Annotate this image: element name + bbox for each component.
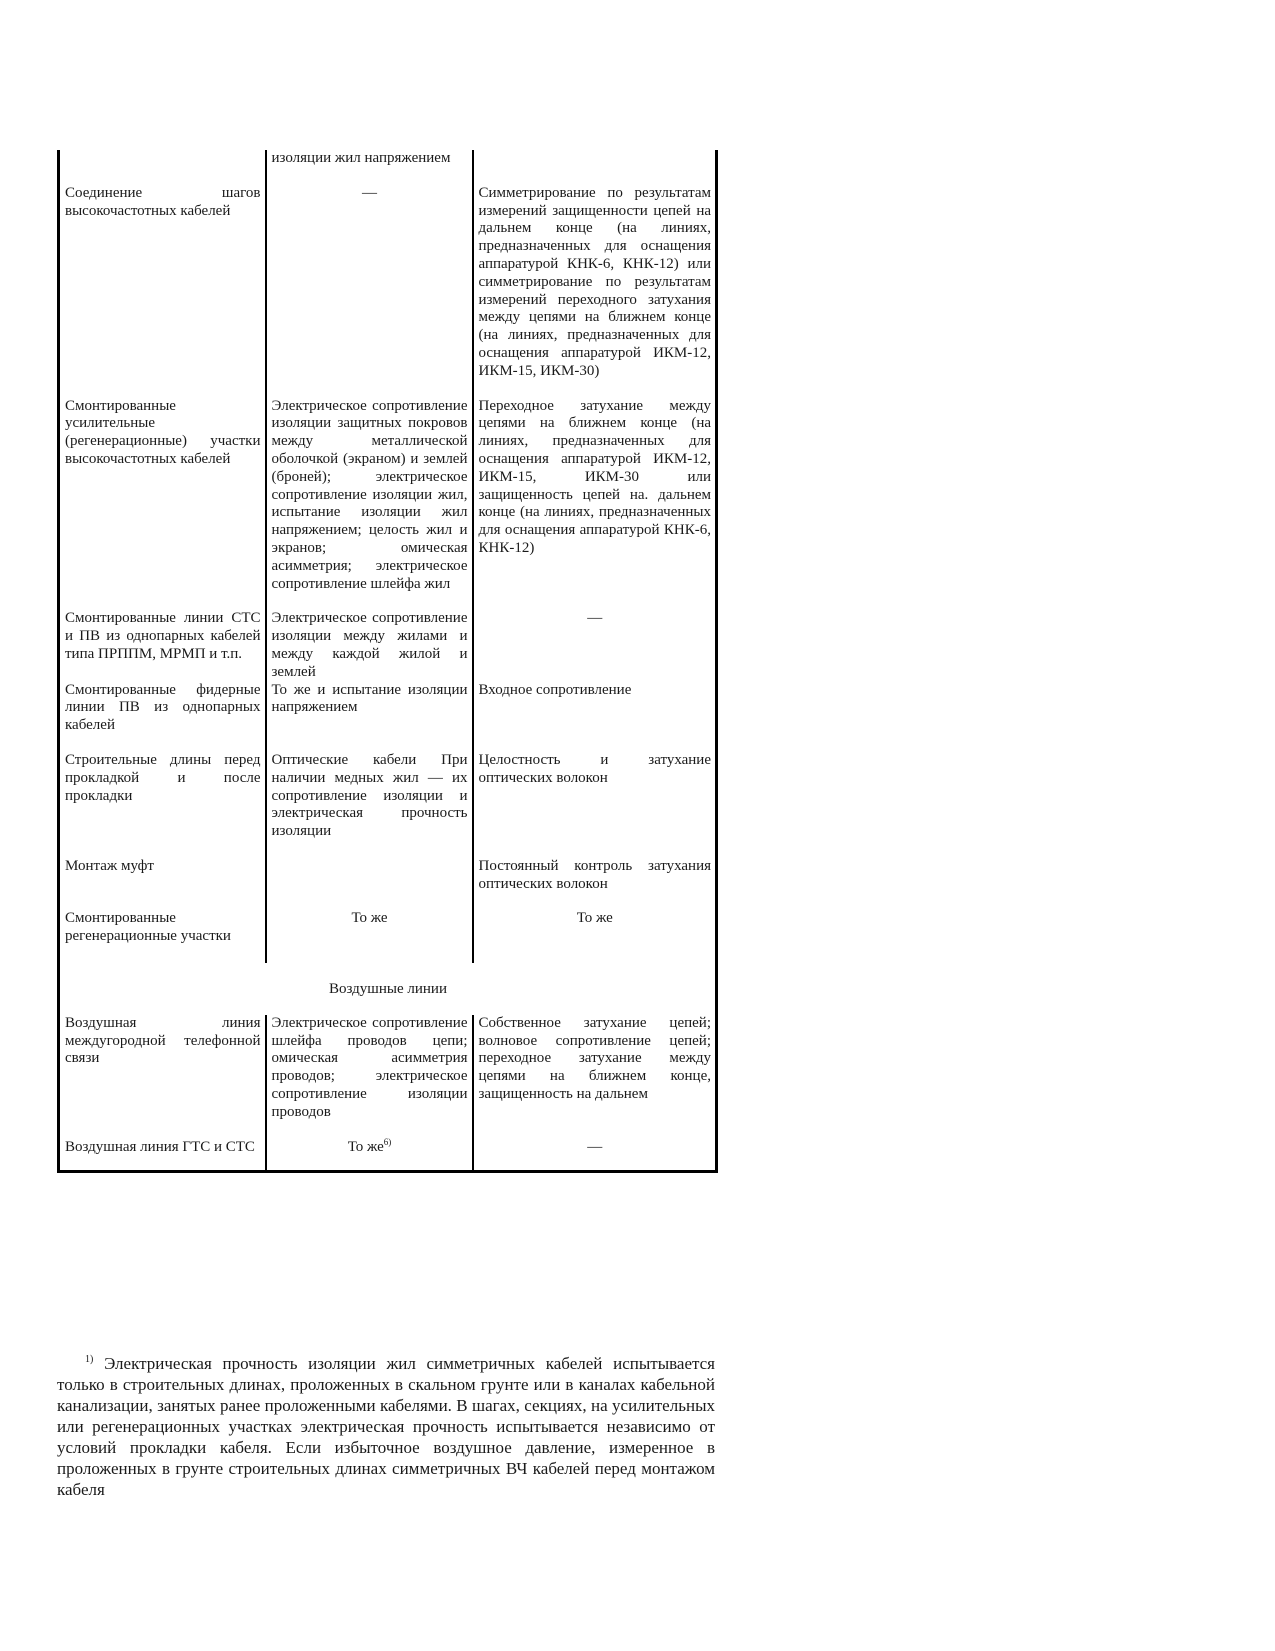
cell-measurements: То же (473, 910, 717, 963)
footnote-text: Электрическая прочность изоляции жил симметричных кабелей испытывается только в строительных длинах, проложенных в скальном грунте или в каналах кабельной канализации, занятых ранее проложенными кабелями. В шагах, секциях, на усилительных или регенерационных участках электрическая прочность испытывается независимо от условий прокладки кабеля. Если избыточное воздушное давление, измеренное в проложенных в грунте строительных длинах симметричных ВЧ кабелей перед монтажом кабеля (57, 1354, 716, 1499)
table-row (59, 682, 717, 752)
cell-object: Воздушная линия ГТС и СТС (59, 1139, 266, 1172)
cell-measurements: Симметрирование по результатам измерений защищенности цепей на дальнем конце (на линиях, предназначенных для оснащения аппаратурой КНК-6, КНК-12) или симметрирование по результатам измерений переходного затухания между цепями на ближнем конце (на линиях, предназначенных для оснащения аппаратурой ИКМ-12, ИКМ-15, ИКМ-30) (473, 185, 717, 398)
table-row (59, 910, 717, 963)
footnote-marker: 1) (85, 1354, 94, 1365)
table-row (59, 1015, 717, 1139)
footnote-ref: 6) (383, 1136, 392, 1147)
cell-measurements: Собственное затухание цепей; волновое сопротивление цепей; переходное затухание между цепями на ближнем конце, защищенность на дальнем (473, 1015, 717, 1139)
table-row (59, 858, 717, 911)
section-row (59, 963, 717, 1015)
cell-measurements: Целостность и затухание оптических волокон (473, 752, 717, 858)
cell-measurements (473, 150, 717, 185)
cell-object: Монтаж муфт (59, 858, 266, 911)
cell-text: То же (347, 1138, 384, 1155)
footnote (57, 1353, 715, 1500)
cell-object: Воздушная линия междугородной телефонной связи (59, 1015, 266, 1139)
table-row (59, 1139, 717, 1172)
table-row (59, 150, 717, 185)
cell-object: Строительные длины перед прокладкой и после прокладки (59, 752, 266, 858)
table-row (59, 398, 717, 611)
section-title: Воздушные линии (59, 963, 717, 1015)
cell-electrical (266, 858, 473, 911)
table-row (59, 752, 717, 858)
cell-measurements: — (473, 1139, 717, 1172)
cell-electrical: изоляции жил напряжением (266, 150, 473, 185)
cell-object: Смонтированные регенерационные участки (59, 910, 266, 963)
cell-electrical: То же (266, 910, 473, 963)
cell-object: Смонтированные линии СТС и ПВ из однопарных кабелей типа ПРППМ, МРМП и т.п. (59, 610, 266, 681)
table-row (59, 185, 717, 398)
cell-object (59, 150, 266, 185)
cell-electrical: — (266, 185, 473, 398)
cell-object: Соединение шагов высокочастотных кабелей (59, 185, 266, 398)
cell-electrical: Электрическое сопротивление изоляции защитных покровов между металлической оболочкой (экраном) и землей (броней); электрическое сопротивление изоляции жил, испытание изоляции жил напряжением; целость жил и экранов; омическая асимметрия; электрическое сопротивление шлейфа жил (266, 398, 473, 611)
measurements-table (57, 150, 718, 1173)
cell-measurements: Входное сопротивление (473, 682, 717, 752)
cell-measurements: — (473, 610, 717, 681)
cell-object: Смонтированные фидерные линии ПВ из однопарных кабелей (59, 682, 266, 752)
cell-electrical: Оптические кабели При наличии медных жил — их сопротивление изоляции и электрическая прочность изоляции (266, 752, 473, 858)
cell-electrical: Электрическое сопротивление изоляции между жилами и между каждой жилой и землей (266, 610, 473, 681)
cell-measurements: Постоянный контроль затухания оптических волокон (473, 858, 717, 911)
table-row (59, 610, 717, 681)
cell-measurements: Переходное затухание между цепями на ближнем конце (на линиях, предназначенных для оснащения аппаратурой ИКМ-12, ИКМ-15, ИКМ-30 или защищенность цепей на. дальнем конце (на линиях, предназначенных для оснащения аппаратурой КНК-6, КНК-12) (473, 398, 717, 611)
cell-electrical: То же и испытание изоляции напряжением (266, 682, 473, 752)
cell-object: Смонтированные усилительные (регенерационные) участки высокочастотных кабелей (59, 398, 266, 611)
cell-electrical: Электрическое сопротивление шлейфа проводов цепи; омическая асимметрия проводов; электрическое сопротивление изоляции проводов (266, 1015, 473, 1139)
cell-electrical (266, 1136, 473, 1172)
